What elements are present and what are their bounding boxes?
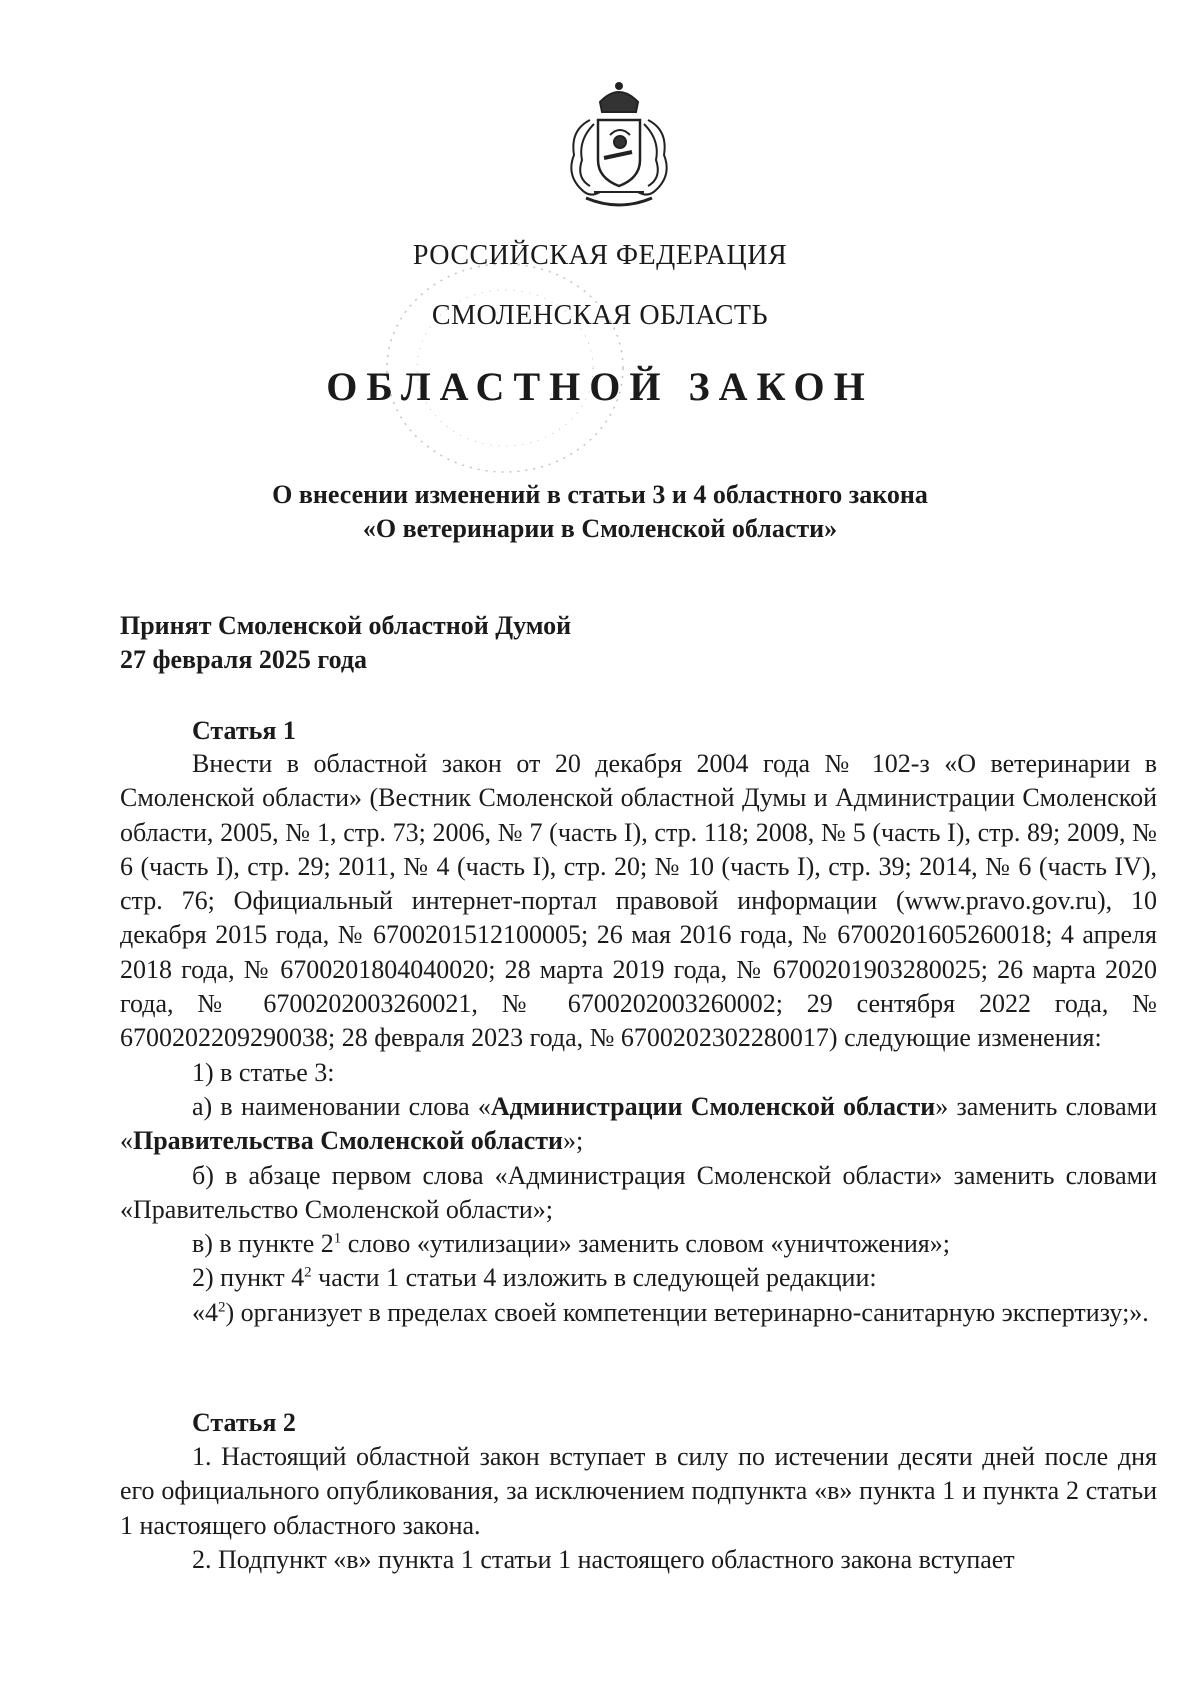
law-title-line-2: «О ветеринарии в Смоленской области»: [362, 514, 838, 543]
article-2-heading: Статья 2: [192, 1408, 296, 1437]
item-v: в) в пункте $2^1$ слово «утилизации» заменить словом «уничтожения»;: [192, 1229, 950, 1259]
item-a-old-words: Администрации Смоленской области: [490, 1091, 936, 1121]
adoption-body: Принят Смоленской областной Думой: [120, 611, 572, 640]
article-1-body: [120, 747, 1157, 1330]
coat-of-arms-emblem: [560, 80, 678, 215]
article-1-heading: Статья 1: [192, 716, 296, 745]
law-title-line-1: О внесении изменений в статьи 3 и 4 областного закона: [272, 480, 928, 509]
header-country: РОССИЙСКАЯ ФЕДЕРАЦИЯ: [412, 240, 788, 271]
article-2-body: [120, 1440, 1157, 1577]
item-a: а) в наименовании слова «Администрации Смоленской области» заменить словами «Правительства Смоленской области»;: [120, 1091, 1157, 1156]
item-2-quote: «$4^2$) организует в пределах своей компетенции ветеринарно-санитарную экспертизу;».: [192, 1297, 1149, 1327]
adoption-date: 27 февраля 2025 года: [120, 645, 367, 674]
item-1: 1) в статье 3:: [192, 1057, 335, 1087]
article-2-paragraph-2: 2. Подпункт «в» пункта 1 статьи 1 настоящего областного закона вступает: [192, 1544, 1015, 1574]
document-type: ОБЛАСТНОЙ ЗАКОН: [326, 364, 874, 409]
item-2: 2) пункт $4^2$ части 1 статьи 4 изложить в следующей редакции:: [192, 1263, 877, 1293]
article-2-paragraph-1: 1. Настоящий областной закон вступает в силу по истечении десяти дней после дня его официального опубликования, за исключением подпункта «в» пункта 1 и пункта 2 статьи 1 настоящего областного закона.: [120, 1442, 1157, 1540]
item-b: б) в абзаце первом слова «Администрация Смоленской области» заменить словами «Правительство Смоленской области»;: [120, 1160, 1157, 1224]
header-region: СМОЛЕНСКАЯ ОБЛАСТЬ: [431, 300, 769, 331]
article-1-intro: Внести в областной закон от 20 декабря 2004 года № 102-з «О ветеринарии в Смоленской области» (Вестник Смоленской областной Думы и Администрации Смоленской области, 2005, № 1, стр. 73; 2006, № 7 (часть I), стр. 118; 2008, № 5 (часть I), стр. 89; 2009, № 6 (часть I), стр. 29; 2011, № 4 (часть I), стр. 20; № 10 (часть I), стр. 39; 2014, № 6 (часть IV), стр. 76; Официальный интернет-портал правовой информации (www.pravo.gov.ru), 10 декабря 2015 года, № 6700201512100005; 26 мая 2016 года, № 6700201605260018; 4 апреля 2018 года, № 6700201804040020; 28 марта 2019 года, № 6700201903280025; 26 марта 2020 года, № 6700202003260021, № 6700202003260002; 29 сентября 2022 года, № 6700202209290038; 28 февраля 2023 года, № 6700202302280017) следующие изменения:: [120, 749, 1157, 1053]
item-a-new-words: Правительства Смоленской области: [133, 1126, 564, 1156]
